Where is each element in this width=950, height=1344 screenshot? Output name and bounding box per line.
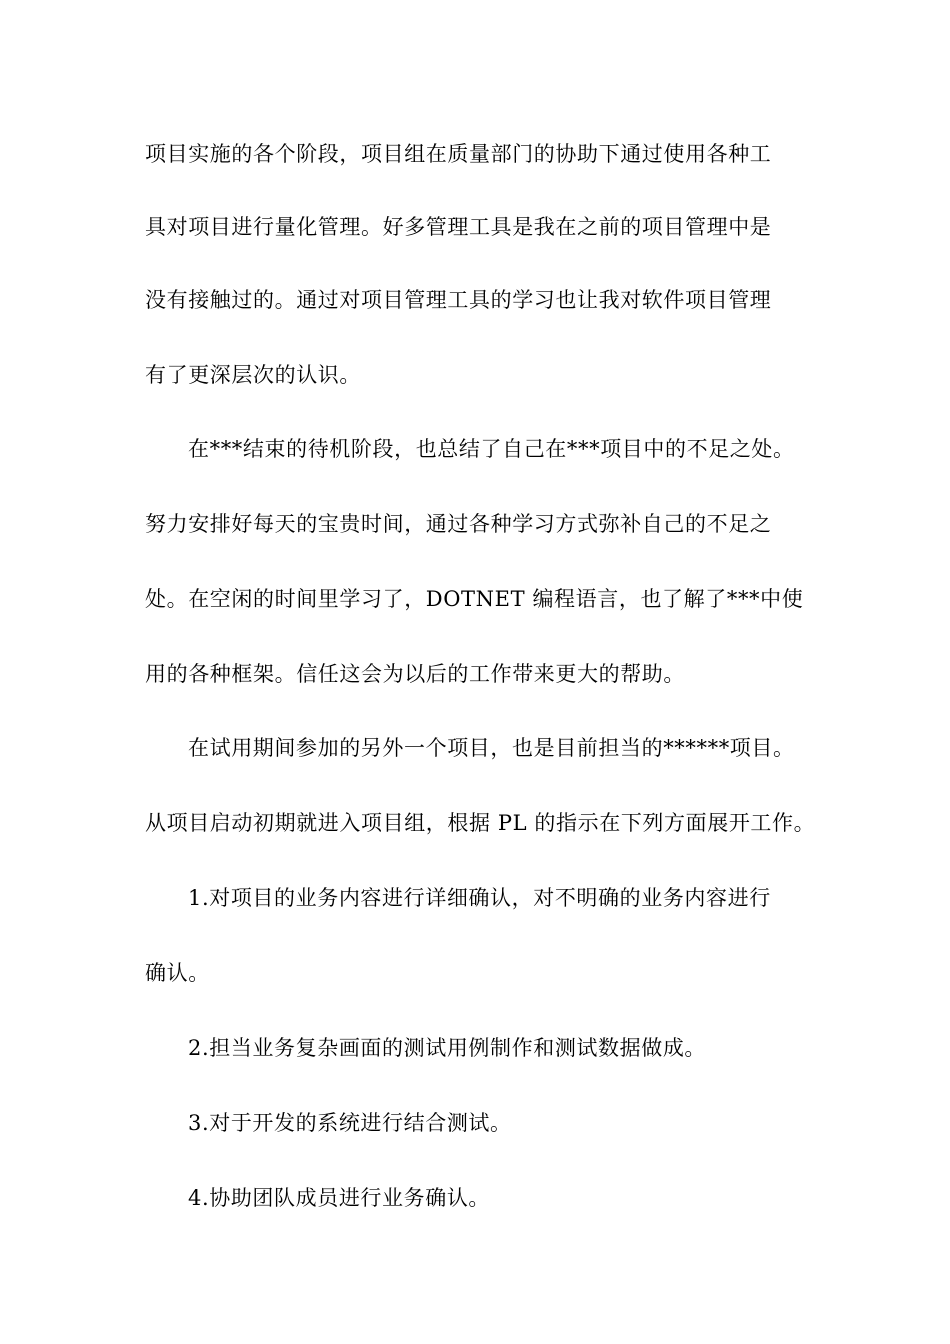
paragraph-1-line-2: 具对项目进行量化管理。好多管理工具是我在之前的项目管理中是 — [145, 215, 772, 239]
paragraph-2-line-4: 用的各种框架。信任这会为以后的工作带来更大的帮助。 — [145, 662, 685, 686]
list-item-3: 3.对于开发的系统进行结合测试。 — [188, 1111, 512, 1135]
paragraph-2-line-3: 处。在空闲的时间里学习了，DOTNET 编程语言，也了解了***中使 — [145, 587, 804, 611]
list-item-4: 4.协助团队成员进行业务确认。 — [188, 1186, 491, 1210]
list-item-1-line-1: 1.对项目的业务内容进行详细确认，对不明确的业务内容进行 — [188, 886, 771, 910]
paragraph-1-line-3: 没有接触过的。通过对项目管理工具的学习也让我对软件项目管理 — [145, 288, 772, 312]
list-item-2: 2.担当业务复杂画面的测试用例制作和测试数据做成。 — [188, 1036, 707, 1060]
paragraph-2-line-2: 努力安排好每天的宝贵时间，通过各种学习方式弥补自己的不足之 — [145, 512, 772, 536]
paragraph-3-line-1: 在试用期间参加的另外一个项目，也是目前担当的******项目。 — [188, 736, 795, 760]
paragraph-1-line-1: 项目实施的各个阶段，项目组在质量部门的协助下通过使用各种工 — [145, 142, 772, 166]
paragraph-3-line-2: 从项目启动初期就进入项目组，根据 PL 的指示在下列方面展开工作。 — [145, 811, 816, 835]
list-item-1-line-2: 确认。 — [145, 961, 210, 985]
paragraph-1-line-4: 有了更深层次的认识。 — [145, 363, 361, 387]
paragraph-2-line-1: 在***结束的待机阶段，也总结了自己在***项目中的不足之处。 — [188, 437, 795, 461]
